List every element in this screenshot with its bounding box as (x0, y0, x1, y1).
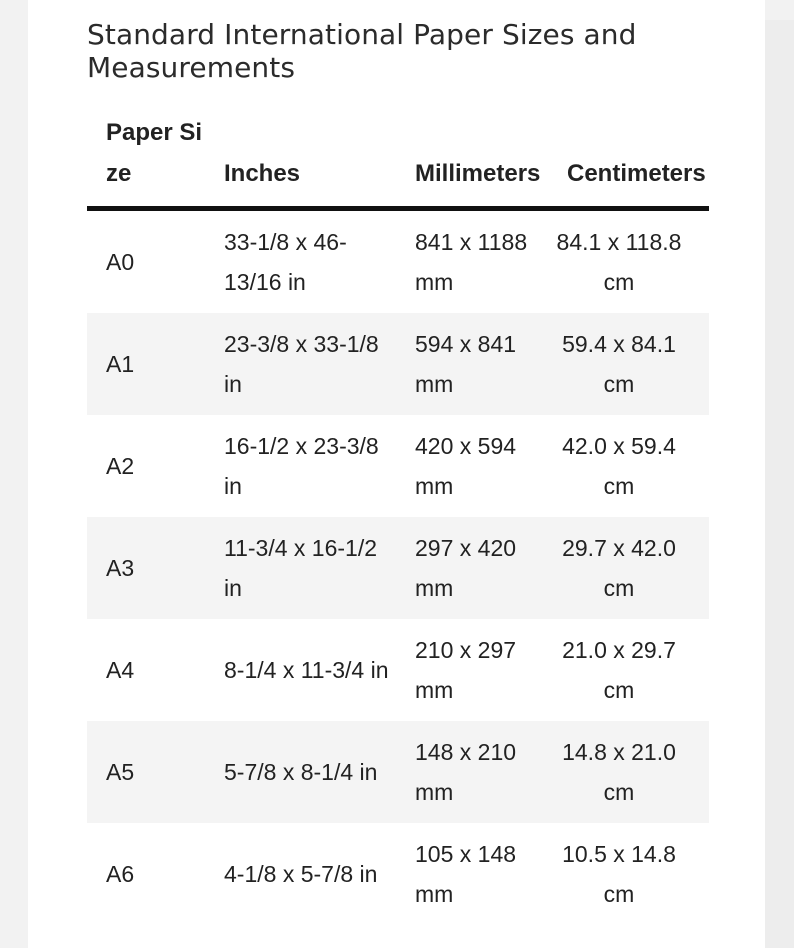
table-row (87, 209, 709, 314)
cell-millimeters: 841 x 1188 mm (415, 229, 528, 295)
table-body (87, 209, 709, 926)
cell-millimeters: 594 x 841 mm (396, 313, 547, 415)
cell-millimeters: 210 x 297 mm (415, 637, 517, 703)
cell-millimeters: 420 x 594 mm (415, 433, 517, 499)
cell-inches: 4-1/8 x 5-7/8 in (224, 861, 378, 887)
table-row (87, 415, 709, 517)
cell-centimeters: 21.0 x 29.7 cm (562, 637, 676, 703)
cell-paper-size: A2 (106, 453, 135, 479)
table-header (87, 112, 709, 209)
page-title: Standard International Paper Sizes and Measurements (87, 18, 637, 84)
cell-millimeters: 105 x 148 mm (415, 841, 517, 907)
table-row (87, 619, 709, 721)
table-row (87, 721, 709, 823)
header-centimeters: Centimeters (547, 112, 709, 209)
table-row (87, 517, 709, 619)
header-inches: Inches (205, 112, 396, 209)
table-row (87, 313, 709, 415)
table-row (87, 823, 709, 925)
cell-inches: 23-3/8 x 33-1/8 in (205, 313, 396, 415)
cell-millimeters: 297 x 420 mm (396, 517, 547, 619)
cell-inches: 16-1/2 x 23-3/8 in (224, 433, 379, 499)
cell-centimeters: 10.5 x 14.8 cm (562, 841, 676, 907)
cell-centimeters: 29.7 x 42.0 cm (547, 517, 709, 619)
right-sidebar (765, 20, 794, 948)
cell-centimeters: 42.0 x 59.4 cm (562, 433, 676, 499)
table-header-row (87, 112, 709, 209)
header-paper-size: Paper Size (87, 112, 205, 209)
paper-sizes-table (87, 112, 709, 925)
cell-centimeters: 59.4 x 84.1 cm (547, 313, 709, 415)
cell-paper-size: A0 (106, 249, 135, 275)
cell-inches: 5-7/8 x 8-1/4 in (205, 721, 396, 823)
cell-paper-size: A6 (106, 861, 135, 887)
cell-inches: 11-3/4 x 16-1/2 in (205, 517, 396, 619)
paper-sizes-table-wrap (87, 112, 709, 925)
cell-centimeters: 14.8 x 21.0 cm (547, 721, 709, 823)
cell-centimeters: 84.1 x 118.8 cm (556, 229, 682, 295)
header-millimeters: Millimeters (396, 112, 547, 209)
cell-inches: 8-1/4 x 11-3/4 in (224, 657, 389, 683)
cell-millimeters: 148 x 210 mm (396, 721, 547, 823)
cell-paper-size: A3 (87, 517, 205, 619)
cell-paper-size: A4 (106, 657, 135, 683)
cell-inches: 33-1/8 x 46-13/16 in (224, 229, 347, 295)
cell-paper-size: A1 (87, 313, 205, 415)
cell-paper-size: A5 (87, 721, 205, 823)
